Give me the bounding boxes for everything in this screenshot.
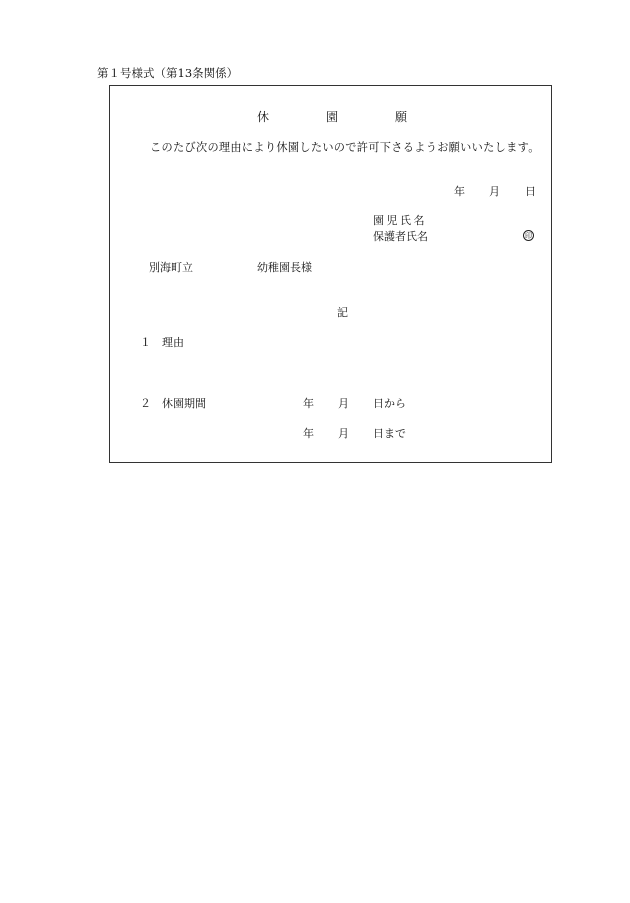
period-until-year: 年 bbox=[303, 427, 314, 440]
date-day-label: 日 bbox=[525, 185, 536, 198]
addressee-kindergarten: 幼稚園長様 bbox=[257, 261, 312, 274]
title-char-3: 願 bbox=[395, 110, 408, 124]
request-body-text: このたび次の理由により休園したいので許可下さるようお願いいたします。 bbox=[150, 141, 540, 154]
item-1-label: 理由 bbox=[162, 336, 184, 349]
item-1-number: １ bbox=[140, 336, 151, 349]
child-name-label: 園児氏名 bbox=[373, 214, 427, 227]
form-number: 第１号様式（第13条関係） bbox=[97, 66, 239, 80]
ki-heading: 記 bbox=[337, 306, 348, 319]
period-from-year: 年 bbox=[303, 397, 314, 410]
guardian-name-label: 保護者氏名 bbox=[373, 230, 428, 243]
title-char-1: 休 bbox=[257, 110, 270, 124]
title-char-2: 園 bbox=[326, 110, 339, 124]
period-until-day: 日まで bbox=[373, 427, 406, 440]
item-2-number: ２ bbox=[140, 397, 151, 410]
period-from-day: 日から bbox=[373, 397, 406, 410]
addressee-town: 別海町立 bbox=[149, 261, 193, 274]
period-from-month: 月 bbox=[338, 397, 349, 410]
date-month-label: 月 bbox=[489, 185, 500, 198]
period-until-month: 月 bbox=[338, 427, 349, 440]
item-2-label: 休園期間 bbox=[162, 397, 206, 410]
date-year-label: 年 bbox=[454, 185, 465, 198]
seal-icon: 印 bbox=[525, 232, 532, 240]
